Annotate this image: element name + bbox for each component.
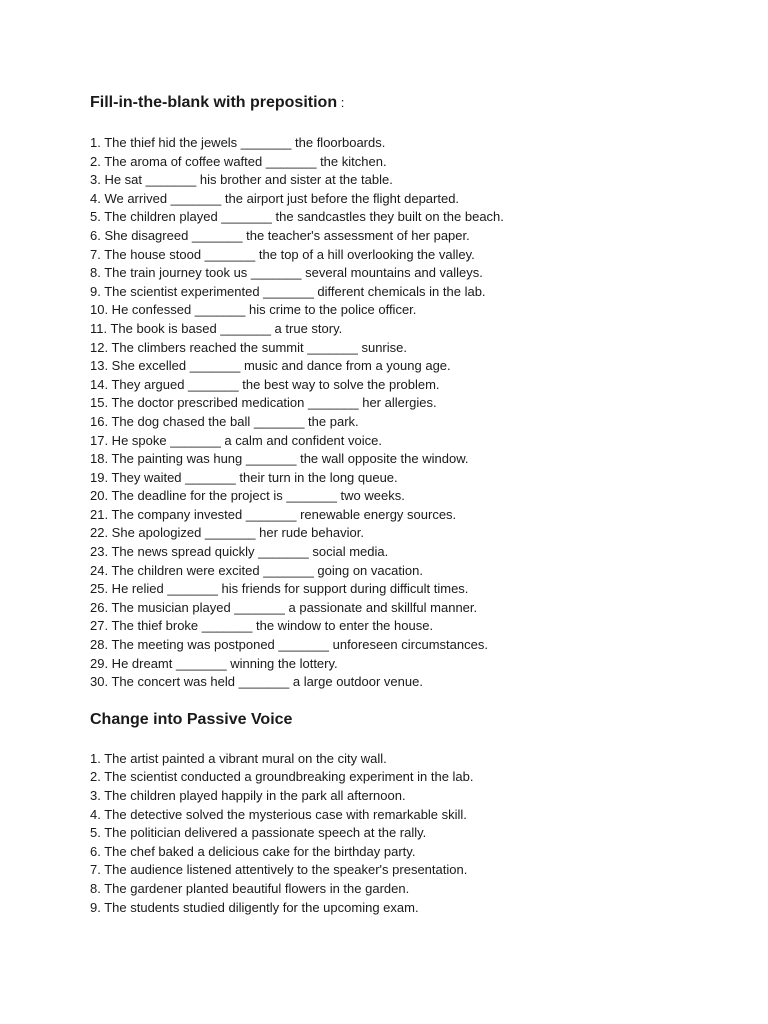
exercise-item: 4. The detective solved the mysterious case with remarkable skill. xyxy=(90,806,467,822)
exercise-item: 11. The book is based _______ a true story. xyxy=(90,320,343,336)
exercise-item: 30. The concert was held _______ a large outdoor venue. xyxy=(90,674,423,690)
exercise-item: 25. He relied _______ his friends for support during difficult times. xyxy=(90,581,469,597)
exercise-item: 7. The house stood _______ the top of a hill overlooking the valley. xyxy=(90,246,475,262)
exercise-item: 16. The dog chased the ball _______ the park. xyxy=(90,413,359,429)
exercise-item: 17. He spoke _______ a calm and confident voice. xyxy=(90,432,382,448)
document-page xyxy=(90,93,730,917)
passive-voice-exercise-list xyxy=(90,750,730,917)
section-title-prepositions xyxy=(90,93,730,113)
exercise-item: 14. They argued _______ the best way to solve the problem. xyxy=(90,376,440,392)
exercise-item: 6. The chef baked a delicious cake for the birthday party. xyxy=(90,843,416,859)
exercise-item: 8. The gardener planted beautiful flowers in the garden. xyxy=(90,880,410,896)
exercise-item: 15. The doctor prescribed medication _______ her allergies. xyxy=(90,395,437,411)
exercise-item: 7. The audience listened attentively to the speaker's presentation. xyxy=(90,862,468,878)
section-title-suffix: : xyxy=(337,95,345,110)
exercise-item: 5. The politician delivered a passionate speech at the rally. xyxy=(90,825,427,841)
exercise-item: 21. The company invested _______ renewable energy sources. xyxy=(90,506,457,522)
section-title-text: Fill-in-the-blank with preposition xyxy=(90,94,338,111)
exercise-item: 3. The children played happily in the park all afternoon. xyxy=(90,788,406,803)
exercise-item: 9. The scientist experimented _______ different chemicals in the lab. xyxy=(90,283,486,299)
section-title-passive-voice: Change into Passive Voice xyxy=(90,710,293,728)
exercise-item: 24. The children were excited _______ going on vacation. xyxy=(90,562,423,578)
exercise-item: 6. She disagreed _______ the teacher's assessment of her paper. xyxy=(90,227,470,243)
exercise-item: 8. The train journey took us _______ several mountains and valleys. xyxy=(90,265,483,281)
preposition-exercise-list xyxy=(90,134,730,692)
exercise-item: 5. The children played _______ the sandcastles they built on the beach. xyxy=(90,209,504,225)
exercise-item: 10. He confessed _______ his crime to the police officer. xyxy=(90,302,417,318)
exercise-item: 20. The deadline for the project is _______ two weeks. xyxy=(90,488,405,504)
exercise-item: 28. The meeting was postponed _______ unforeseen circumstances. xyxy=(90,637,488,653)
exercise-item: 9. The students studied diligently for the upcoming exam. xyxy=(90,899,419,915)
exercise-item: 29. He dreamt _______ winning the lottery. xyxy=(90,655,338,671)
exercise-item: 18. The painting was hung _______ the wall opposite the window. xyxy=(90,451,469,467)
exercise-item: 26. The musician played _______ a passionate and skillful manner. xyxy=(90,599,478,615)
exercise-item: 2. The scientist conducted a groundbreaking experiment in the lab. xyxy=(90,769,474,785)
exercise-item: 23. The news spread quickly _______ social media. xyxy=(90,544,389,560)
exercise-item: 27. The thief broke _______ the window to enter the house. xyxy=(90,618,434,634)
exercise-item: 2. The aroma of coffee wafted _______ the kitchen. xyxy=(90,153,387,169)
exercise-item: 1. The thief hid the jewels _______ the floorboards. xyxy=(90,135,386,150)
exercise-item: 13. She excelled _______ music and dance from a young age. xyxy=(90,358,451,374)
exercise-item: 3. He sat _______ his brother and sister at the table. xyxy=(90,172,393,188)
exercise-item: 22. She apologized _______ her rude behavior. xyxy=(90,525,364,541)
exercise-item: 4. We arrived _______ the airport just before the flight departed. xyxy=(90,190,460,206)
exercise-item: 1. The artist painted a vibrant mural on the city wall. xyxy=(90,750,387,766)
exercise-item: 19. They waited _______ their turn in the long queue. xyxy=(90,469,398,485)
exercise-item: 12. The climbers reached the summit _______ sunrise. xyxy=(90,339,407,355)
